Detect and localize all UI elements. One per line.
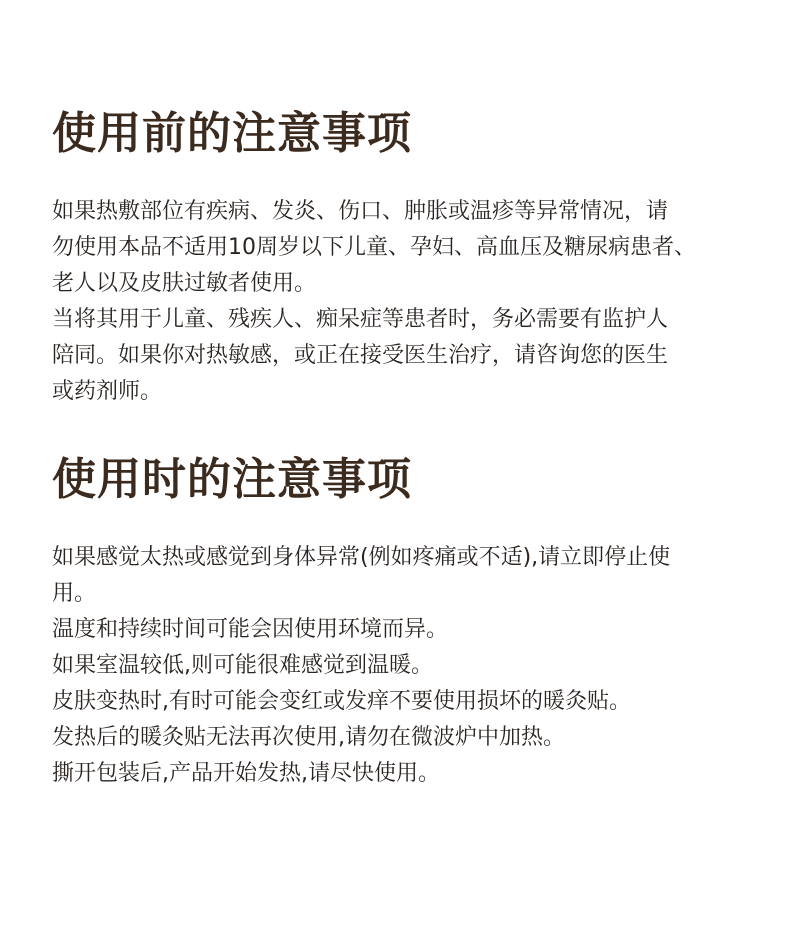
section-body	[52, 540, 750, 792]
paragraph: 皮肤变热时,有时可能会变红或发痒不要使用损坏的暖灸贴。	[52, 689, 631, 714]
section-heading: 使用时的注意事项	[52, 454, 412, 505]
paragraph: 如果室温较低,则可能很难感觉到温暖。	[52, 653, 433, 678]
paragraph: 撕开包装后,产品开始发热,请尽快使用。	[52, 761, 440, 786]
paragraph: 发热后的暖灸贴无法再次使用,请勿在微波炉中加热。	[52, 725, 565, 750]
paragraph: 温度和持续时间可能会因使用环境而异。	[52, 617, 449, 642]
section-heading: 使用前的注意事项	[52, 108, 412, 159]
paragraph: 当将其用于儿童、残疾人、痴呆症等患者时，务必需要有监护人 陪同。如果你对热敏感，或正在接受医生治疗，请咨询您的医生 或药剂师。	[52, 307, 669, 404]
section-during-use	[52, 450, 750, 792]
paragraph: 如果感觉太热或感觉到身体异常(例如疼痛或不适),请立即停止使 用。	[52, 545, 671, 606]
section-body	[52, 194, 750, 410]
paragraph: 如果热敷部位有疾病、发炎、伤口、肿胀或温疹等异常情况，请 勿使用本品不适用10周岁以下儿童、孕妇、高血压及糖尿病患者、 老人以及皮肤过敏者使用。	[52, 199, 696, 296]
section-before-use	[52, 104, 750, 410]
